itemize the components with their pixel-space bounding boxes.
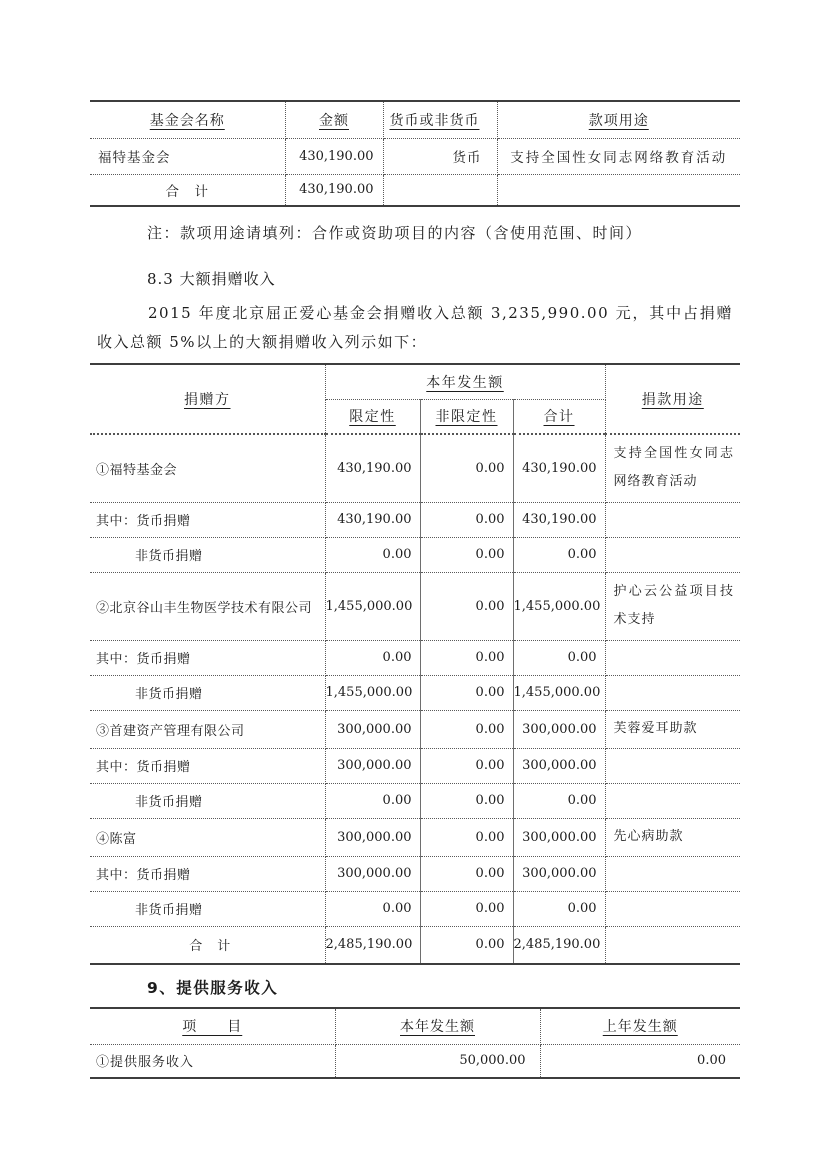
cell-use [605, 748, 740, 783]
cell-use [605, 783, 740, 818]
cell-restricted: 0.00 [325, 640, 420, 675]
cell-unrestricted: 0.00 [420, 572, 513, 640]
table-row-donor-1 [90, 434, 740, 502]
cell-unrestricted: 0.00 [420, 891, 513, 926]
note-text: 注：款项用途请填列：合作或资助项目的内容（含使用范围、时间） [147, 224, 643, 242]
header-total: 合计 [513, 399, 605, 434]
cell-empty [497, 174, 740, 206]
table-header-row-1 [90, 364, 740, 399]
table-row-donor-3 [90, 710, 740, 748]
cell-currency: 货币 [383, 138, 497, 174]
large-donation-table [90, 363, 740, 965]
cell-use: 先心病助款 [605, 818, 740, 856]
header-restricted: 限定性 [325, 399, 420, 434]
header-donation-use: 捐款用途 [605, 364, 740, 434]
cell-donor: 其中：货币捐赠 [90, 856, 325, 891]
cell-current-amount: 50,000.00 [335, 1044, 540, 1078]
cell-use [605, 891, 740, 926]
table-row [90, 640, 740, 675]
cell-donor: ③首建资产管理有限公司 [90, 710, 325, 748]
cell-total-label: 合 计 [90, 174, 285, 206]
cell-total: 300,000.00 [513, 748, 605, 783]
cell-restricted: 300,000.00 [325, 818, 420, 856]
cell-total: 2,485,190.00 [513, 926, 605, 964]
cell-unrestricted: 0.00 [420, 675, 513, 710]
cell-restricted: 2,485,190.00 [325, 926, 420, 964]
cell-use: 芙蓉爱耳助款 [605, 710, 740, 748]
cell-unrestricted: 0.00 [420, 537, 513, 572]
cell-use [605, 675, 740, 710]
cell-donor: 非货币捐赠 [90, 891, 325, 926]
cell-foundation-name: 福特基金会 [90, 138, 285, 174]
cell-total: 1,455,000.00 [513, 675, 605, 710]
cell-unrestricted: 0.00 [420, 502, 513, 537]
cell-total: 430,190.00 [513, 434, 605, 502]
header-prior-year: 上年发生额 [540, 1008, 740, 1044]
cell-unrestricted: 0.00 [420, 818, 513, 856]
cell-restricted: 300,000.00 [325, 710, 420, 748]
foundation-donation-table [90, 100, 740, 207]
cell-restricted: 300,000.00 [325, 748, 420, 783]
cell-donor: ①福特基金会 [90, 434, 325, 502]
cell-use: 支持全国性女同志网络教育活动 [497, 138, 740, 174]
table-header-row [90, 101, 740, 138]
cell-restricted: 0.00 [325, 783, 420, 818]
service-income-table [90, 1007, 740, 1079]
section-9-heading: 9、提供服务收入 [147, 979, 279, 997]
cell-use [605, 856, 740, 891]
cell-restricted: 430,190.00 [325, 434, 420, 502]
header-item: 项 目 [90, 1008, 335, 1044]
cell-unrestricted: 0.00 [420, 926, 513, 964]
cell-total-amount: 430,190.00 [285, 174, 383, 206]
table-total-row [90, 174, 740, 206]
header-current-year: 本年发生额 [335, 1008, 540, 1044]
cell-amount: 430,190.00 [285, 138, 383, 174]
cell-donor: 非货币捐赠 [90, 537, 325, 572]
cell-use: 护心云公益项目技术支持 [605, 572, 740, 640]
cell-restricted: 0.00 [325, 537, 420, 572]
table-row-donor-4 [90, 818, 740, 856]
cell-donor: 其中：货币捐赠 [90, 748, 325, 783]
cell-use [605, 640, 740, 675]
cell-restricted: 0.00 [325, 891, 420, 926]
cell-empty [383, 174, 497, 206]
cell-donor: 其中：货币捐赠 [90, 640, 325, 675]
header-unrestricted: 非限定性 [420, 399, 513, 434]
cell-unrestricted: 0.00 [420, 640, 513, 675]
table-row-donor-2 [90, 572, 740, 640]
cell-total: 1,455,000.00 [513, 572, 605, 640]
header-current-year: 本年发生额 [325, 364, 605, 399]
cell-donor: ②北京谷山丰生物医学技术有限公司 [90, 572, 325, 640]
cell-use [605, 502, 740, 537]
cell-donor: 其中：货币捐赠 [90, 502, 325, 537]
cell-restricted: 1,455,000.00 [325, 675, 420, 710]
cell-total: 0.00 [513, 891, 605, 926]
cell-total: 0.00 [513, 537, 605, 572]
table-row [90, 856, 740, 891]
cell-restricted: 1,455,000.00 [325, 572, 420, 640]
document-content [0, 100, 740, 1079]
cell-total: 0.00 [513, 640, 605, 675]
cell-use: 支持全国性女同志网络教育活动 [605, 434, 740, 502]
cell-total: 430,190.00 [513, 502, 605, 537]
cell-unrestricted: 0.00 [420, 434, 513, 502]
cell-total: 300,000.00 [513, 856, 605, 891]
cell-total: 300,000.00 [513, 818, 605, 856]
cell-restricted: 300,000.00 [325, 856, 420, 891]
table-row [90, 748, 740, 783]
cell-total: 300,000.00 [513, 710, 605, 748]
cell-donor: 非货币捐赠 [90, 675, 325, 710]
cell-use [605, 537, 740, 572]
header-donor: 捐赠方 [90, 364, 325, 434]
table-header-row [90, 1008, 740, 1044]
table-row [90, 537, 740, 572]
cell-total: 0.00 [513, 783, 605, 818]
cell-restricted: 430,190.00 [325, 502, 420, 537]
table-row [90, 138, 740, 174]
cell-unrestricted: 0.00 [420, 856, 513, 891]
table-row [90, 1044, 740, 1078]
table-total-row [90, 926, 740, 964]
section-8-3-heading: 8.3 大额捐赠收入 [147, 270, 276, 288]
table-row [90, 783, 740, 818]
cell-donor: ④陈富 [90, 818, 325, 856]
cell-donor: 非货币捐赠 [90, 783, 325, 818]
cell-total-label: 合 计 [90, 926, 325, 964]
cell-unrestricted: 0.00 [420, 783, 513, 818]
header-currency-type: 货币或非货币 [383, 101, 497, 138]
cell-use [605, 926, 740, 964]
header-amount: 金额 [285, 101, 383, 138]
cell-prior-amount: 0.00 [697, 1053, 726, 1069]
cell-unrestricted: 0.00 [420, 748, 513, 783]
header-foundation-name: 基金会名称 [90, 101, 285, 138]
section-8-3-paragraph: 2015 年度北京屈正爱心基金会捐赠收入总额 3,235,990.00 元，其中占捐赠收入总额 5%以上的大额捐赠收入列示如下： [97, 304, 733, 351]
table-row [90, 502, 740, 537]
cell-item: ①提供服务收入 [90, 1044, 335, 1078]
cell-unrestricted: 0.00 [420, 710, 513, 748]
header-funds-use: 款项用途 [497, 101, 740, 138]
table-row [90, 675, 740, 710]
table-row [90, 891, 740, 926]
